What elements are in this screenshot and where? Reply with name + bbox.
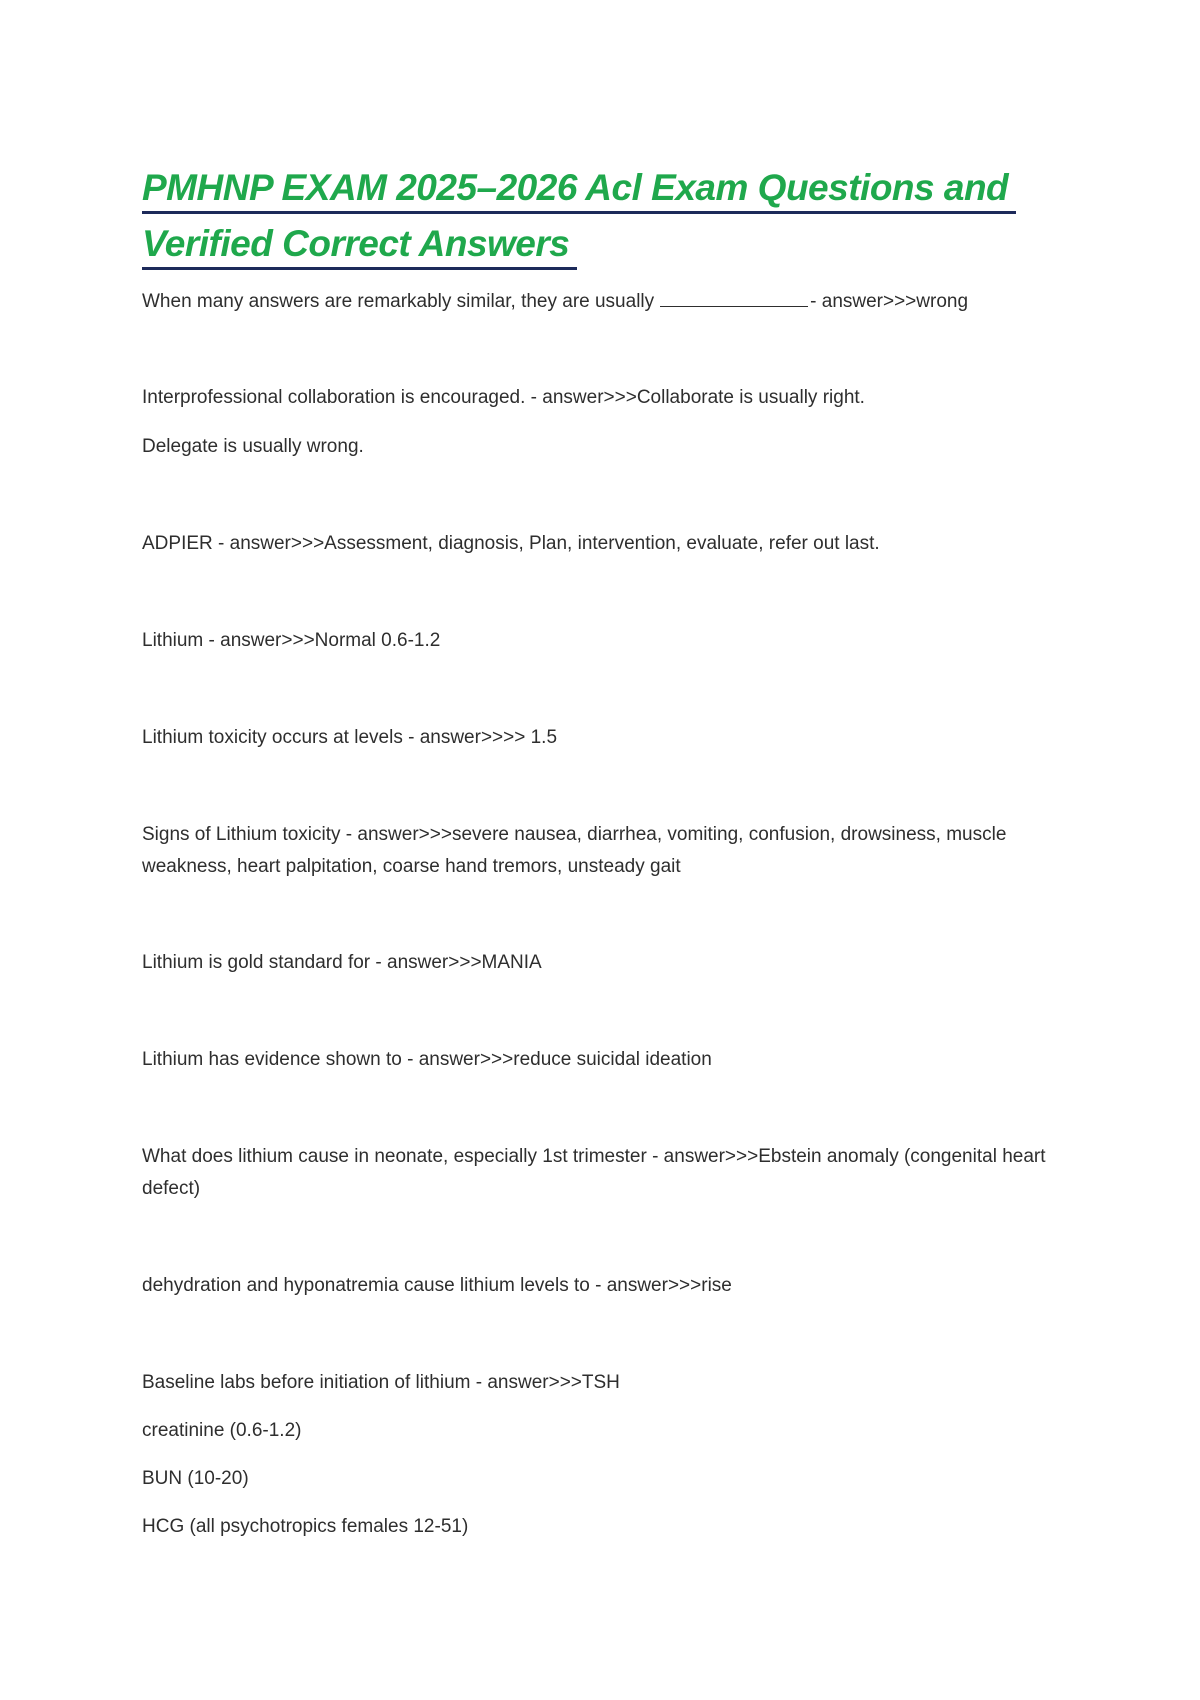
lab-bun: BUN (10-20) xyxy=(142,1468,249,1489)
qa-item-lithium-normal: Lithium - answer>>>Normal 0.6-1.2 xyxy=(142,630,441,651)
qa-item-delegate: Delegate is usually wrong. xyxy=(142,436,364,457)
qa-item-lithium-mania: Lithium is gold standard for - answer>>>MANIA xyxy=(142,952,542,973)
answer-text: - answer>>>wrong xyxy=(810,291,969,312)
lab-creatinine: creatinine (0.6-1.2) xyxy=(142,1420,302,1441)
qa-item-baseline-labs: Baseline labs before initiation of lithium - answer>>>TSH xyxy=(142,1372,620,1393)
fill-in-blank xyxy=(660,287,808,307)
qa-item-collaboration: Interprofessional collaboration is encouraged. - answer>>>Collaborate is usually right. xyxy=(142,387,865,408)
qa-item-lithium-suicidal: Lithium has evidence shown to - answer>>>reduce suicidal ideation xyxy=(142,1049,712,1070)
document-title xyxy=(142,160,1022,272)
qa-item-lithium-toxicity-signs: Signs of Lithium toxicity - answer>>>severe nausea, diarrhea, vomiting, confusion, drowsiness, muscle weakness, heart palpitation, coarse hand tremors, unsteady gait xyxy=(142,824,1007,877)
qa-item-similar-answers xyxy=(142,286,1052,318)
lab-hcg: HCG (all psychotropics females 12-51) xyxy=(142,1516,469,1537)
question-text: When many answers are remarkably similar, they are usually xyxy=(142,291,655,312)
title-line-2: Verified Correct Answers xyxy=(142,221,577,270)
qa-item-lithium-rise: dehydration and hyponatremia cause lithium levels to - answer>>>rise xyxy=(142,1275,732,1296)
title-line-1: PMHNP EXAM 2025–2026 Acl Exam Questions and xyxy=(142,165,1016,214)
qa-item-adpier: ADPIER - answer>>>Assessment, diagnosis, Plan, intervention, evaluate, refer out last. xyxy=(142,533,880,554)
qa-item-lithium-toxicity-level: Lithium toxicity occurs at levels - answer>>>> 1.5 xyxy=(142,727,558,748)
qa-item-lithium-neonate: What does lithium cause in neonate, especially 1st trimester - answer>>>Ebstein anomaly (congenital heart defect) xyxy=(142,1146,1046,1199)
